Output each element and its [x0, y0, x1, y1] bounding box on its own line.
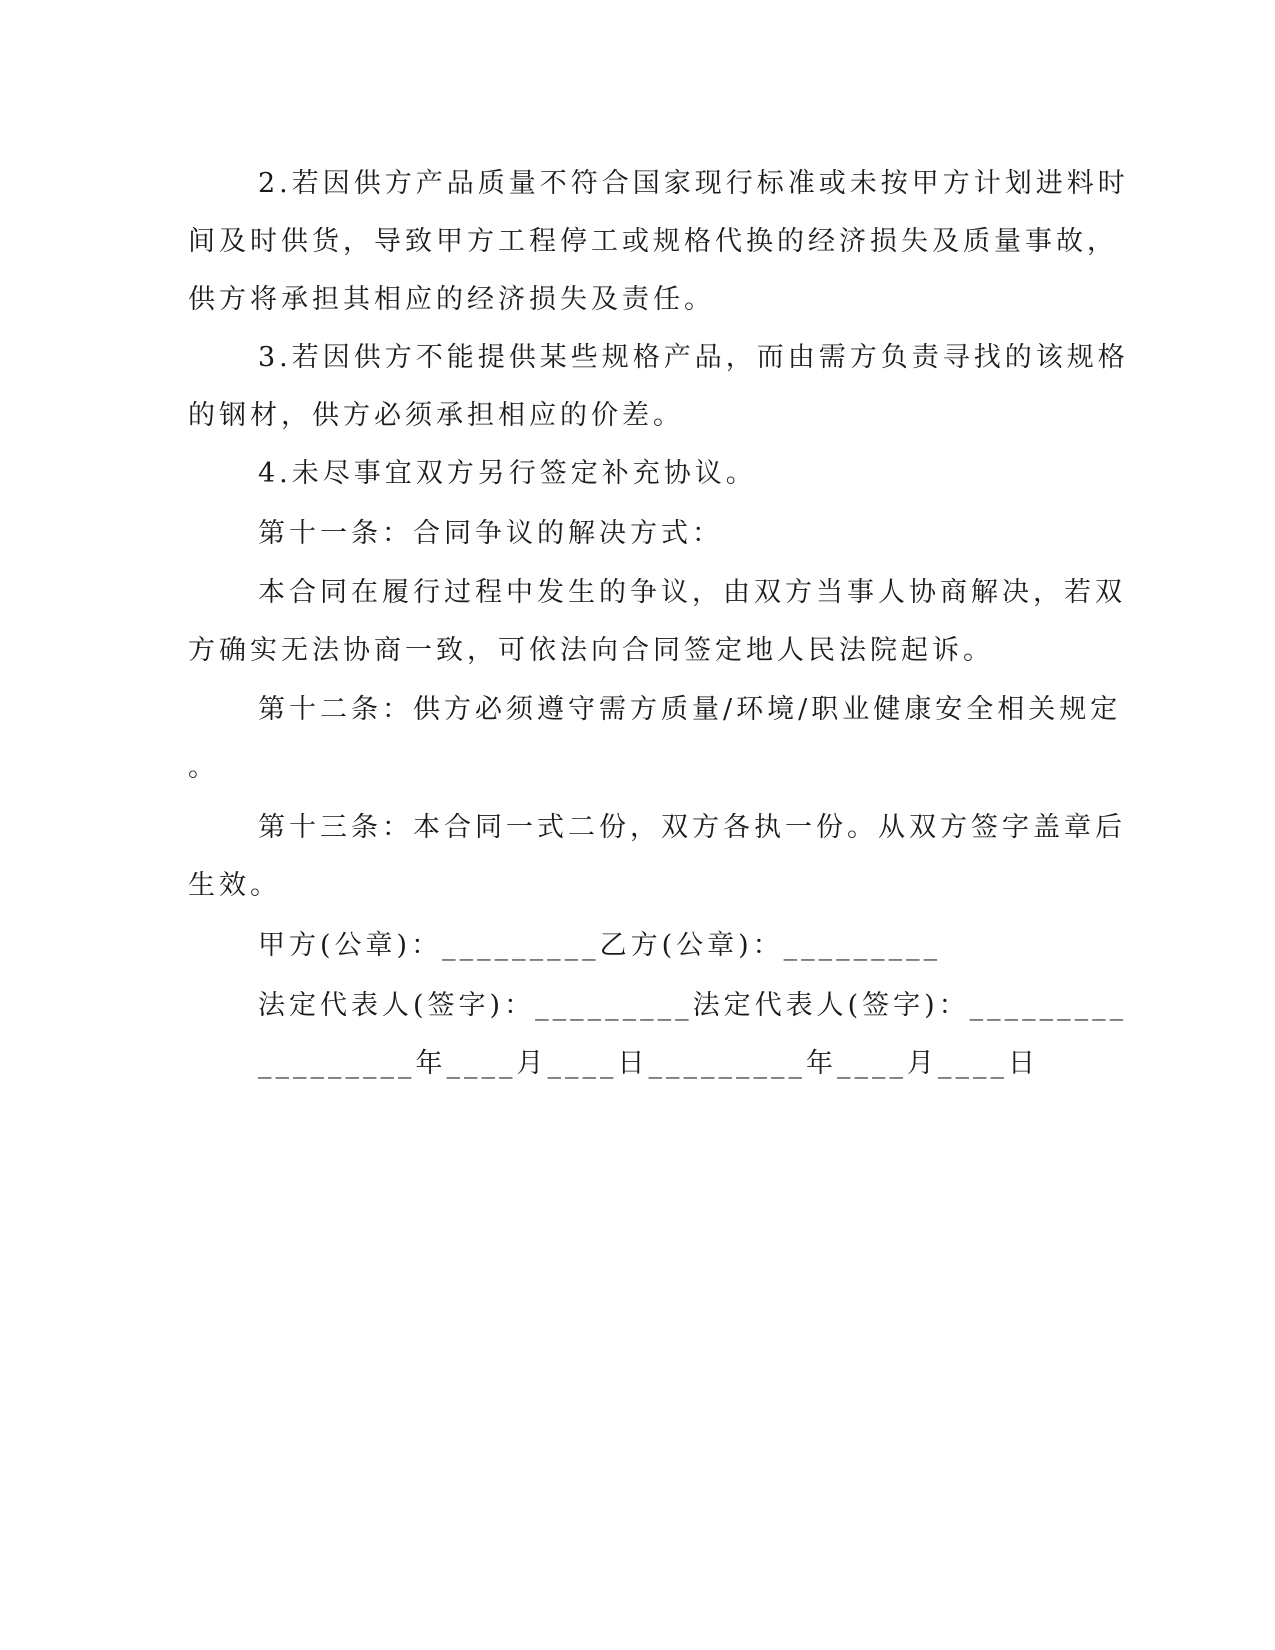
clause-2-line-3: 供方将承担其相应的经济损失及责任。 [188, 284, 715, 315]
clause-2-line-2: 间及时供货，导致甲方工程停工或规格代换的经济损失及质量事故， [188, 226, 1118, 257]
clause-2-line-1: 2.若因供方产品质量不符合国家现行标准或未按甲方计划进料时 [258, 168, 1129, 199]
dispute-text-line-2: 方确实无法协商一致，可依法向合同签定地人民法院起诉。 [188, 635, 994, 666]
signature-representative-line: 法定代表人(签字)：_________法定代表人(签字)：_________ [258, 990, 1128, 1021]
article-12-line-1: 第十二条：供方必须遵守需方质量/环境/职业健康安全相关规定 [258, 694, 1122, 725]
signature-seal-line: 甲方(公章)：_________乙方(公章)：_________ [258, 930, 942, 961]
clause-3-line-2: 的钢材，供方必须承担相应的价差。 [188, 400, 684, 431]
article-11-heading: 第十一条：合同争议的解决方式： [258, 518, 723, 549]
dispute-text-line-1: 本合同在履行过程中发生的争议，由双方当事人协商解决，若双 [258, 577, 1126, 608]
article-12-line-2: 。 [188, 752, 219, 783]
article-13-line-1: 第十三条：本合同一式二份，双方各执一份。从双方签字盖章后 [258, 812, 1126, 843]
signature-date-line: _________年____月____日_________年____月____日 [258, 1048, 1039, 1079]
article-13-line-2: 生效。 [188, 870, 281, 901]
clause-3-line-1: 3.若因供方不能提供某些规格产品，而由需方负责寻找的该规格 [258, 342, 1129, 373]
clause-4-line: 4.未尽事宜双方另行签定补充协议。 [258, 458, 757, 489]
